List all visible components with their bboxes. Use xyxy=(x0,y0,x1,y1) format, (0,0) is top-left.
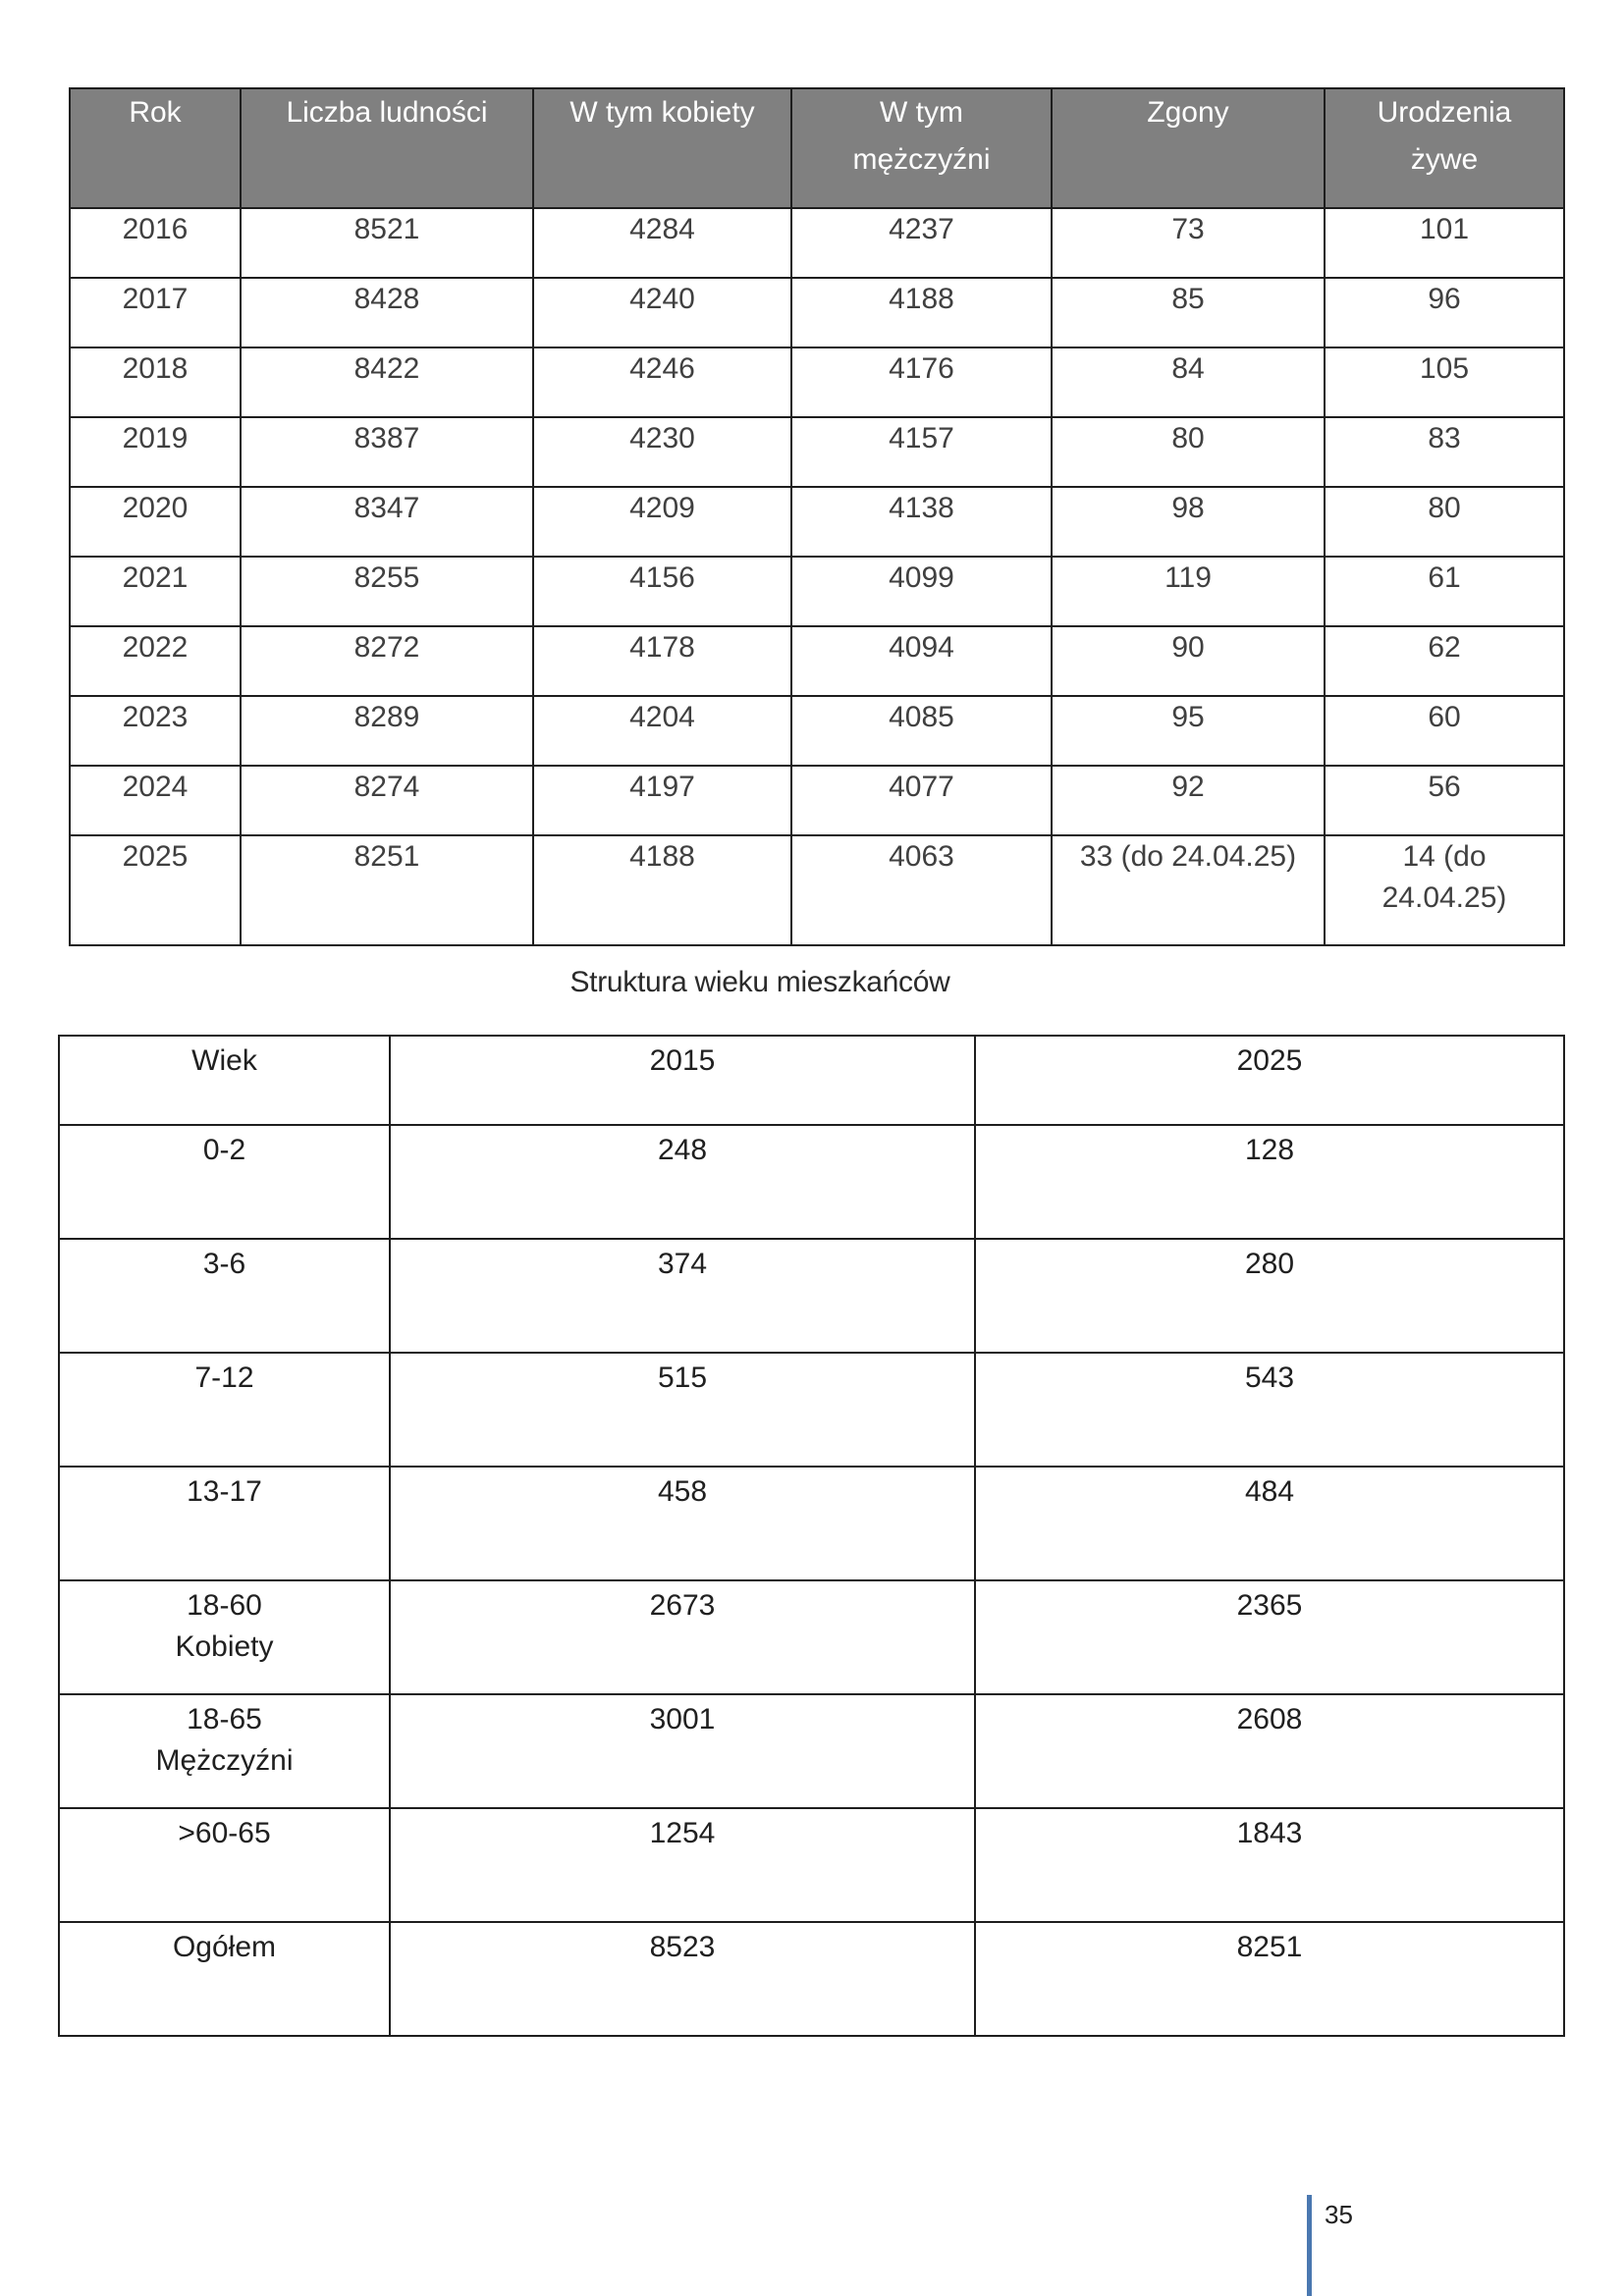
age-group-cell: 0-2 xyxy=(59,1125,390,1239)
table-cell: 280 xyxy=(975,1239,1564,1353)
table-cell: 4284 xyxy=(533,208,791,278)
table-cell: 8274 xyxy=(241,766,533,835)
table-cell: 8251 xyxy=(975,1922,1564,2036)
table-cell: 4246 xyxy=(533,347,791,417)
table-cell: 8289 xyxy=(241,696,533,766)
table-cell: 458 xyxy=(390,1467,975,1580)
table-cell: 4188 xyxy=(791,278,1052,347)
table-cell: 98 xyxy=(1052,487,1325,557)
table-cell: 248 xyxy=(390,1125,975,1239)
table-cell: 128 xyxy=(975,1125,1564,1239)
table-cell: 4197 xyxy=(533,766,791,835)
age-group-cell: >60-65 xyxy=(59,1808,390,1922)
table-cell: 14 (do 24.04.25) xyxy=(1325,835,1564,945)
header-zgony: Zgony xyxy=(1052,88,1325,208)
table-row xyxy=(70,626,1564,696)
table-cell: 4240 xyxy=(533,278,791,347)
table-row xyxy=(59,1694,1564,1808)
table-cell: 2673 xyxy=(390,1580,975,1694)
age-group-cell: Ogółem xyxy=(59,1922,390,2036)
header-kobiety: W tym kobiety xyxy=(533,88,791,208)
header-2025: 2025 xyxy=(975,1036,1564,1125)
table-cell: 2016 xyxy=(70,208,241,278)
table-cell: 4085 xyxy=(791,696,1052,766)
table-cell: 515 xyxy=(390,1353,975,1467)
table-cell: 4204 xyxy=(533,696,791,766)
table-cell: 2021 xyxy=(70,557,241,626)
table-cell: 4156 xyxy=(533,557,791,626)
table-cell: 8251 xyxy=(241,835,533,945)
table-cell: 2018 xyxy=(70,347,241,417)
table-row xyxy=(70,835,1564,945)
header-2015: 2015 xyxy=(390,1036,975,1125)
table-cell: 80 xyxy=(1052,417,1325,487)
header-wiek: Wiek xyxy=(59,1036,390,1125)
table-cell: 4230 xyxy=(533,417,791,487)
table-row xyxy=(70,696,1564,766)
table-cell: 56 xyxy=(1325,766,1564,835)
table-cell: 4178 xyxy=(533,626,791,696)
table-cell: 2023 xyxy=(70,696,241,766)
table-row xyxy=(70,557,1564,626)
age-group-cell: 13-17 xyxy=(59,1467,390,1580)
table-cell: 84 xyxy=(1052,347,1325,417)
table-cell: 2019 xyxy=(70,417,241,487)
table-cell: 4209 xyxy=(533,487,791,557)
table-row xyxy=(59,1580,1564,1694)
table-row xyxy=(70,417,1564,487)
table-cell: 8521 xyxy=(241,208,533,278)
table-cell: 484 xyxy=(975,1467,1564,1580)
table-cell: 8422 xyxy=(241,347,533,417)
table-row xyxy=(59,1467,1564,1580)
table-row xyxy=(70,487,1564,557)
table-cell: 105 xyxy=(1325,347,1564,417)
header-urodzenia: Urodzenia żywe xyxy=(1325,88,1564,208)
table-cell: 4063 xyxy=(791,835,1052,945)
table-row xyxy=(70,347,1564,417)
age-structure-table xyxy=(58,1035,1565,2037)
table-cell: 2022 xyxy=(70,626,241,696)
table-cell: 92 xyxy=(1052,766,1325,835)
table-cell: 96 xyxy=(1325,278,1564,347)
age-group-cell: 7-12 xyxy=(59,1353,390,1467)
table-cell: 3001 xyxy=(390,1694,975,1808)
table-cell: 8387 xyxy=(241,417,533,487)
table-cell: 73 xyxy=(1052,208,1325,278)
table-row xyxy=(70,278,1564,347)
table-cell: 2017 xyxy=(70,278,241,347)
table-cell: 119 xyxy=(1052,557,1325,626)
table-cell: 80 xyxy=(1325,487,1564,557)
header-mezczyzni: W tym mężczyźni xyxy=(791,88,1052,208)
table-cell: 4099 xyxy=(791,557,1052,626)
table-cell: 62 xyxy=(1325,626,1564,696)
table-cell: 4176 xyxy=(791,347,1052,417)
table-row xyxy=(70,766,1564,835)
table-cell: 61 xyxy=(1325,557,1564,626)
table-row xyxy=(59,1808,1564,1922)
table-cell: 60 xyxy=(1325,696,1564,766)
table-cell: 33 (do 24.04.25) xyxy=(1052,835,1325,945)
age-group-cell: 18-60 Kobiety xyxy=(59,1580,390,1694)
page-number-bar xyxy=(1307,2195,1312,2296)
table-cell: 8347 xyxy=(241,487,533,557)
table-cell: 85 xyxy=(1052,278,1325,347)
population-table xyxy=(69,87,1565,946)
table-cell: 8428 xyxy=(241,278,533,347)
table-cell: 4138 xyxy=(791,487,1052,557)
table-cell: 2365 xyxy=(975,1580,1564,1694)
table-cell: 4237 xyxy=(791,208,1052,278)
table-cell: 2025 xyxy=(70,835,241,945)
table-cell: 4188 xyxy=(533,835,791,945)
page-number: 35 xyxy=(1325,2200,1353,2229)
table-cell: 95 xyxy=(1052,696,1325,766)
age-structure-caption: Struktura wieku mieszkańców xyxy=(569,966,950,998)
table-cell: 374 xyxy=(390,1239,975,1353)
table-row xyxy=(59,1353,1564,1467)
table-cell: 90 xyxy=(1052,626,1325,696)
age-group-cell: 3-6 xyxy=(59,1239,390,1353)
table-cell: 1254 xyxy=(390,1808,975,1922)
table-row xyxy=(59,1239,1564,1353)
header-rok: Rok xyxy=(70,88,241,208)
table-header-row xyxy=(59,1036,1564,1125)
table-cell: 4077 xyxy=(791,766,1052,835)
header-liczba-ludnosci: Liczba ludności xyxy=(241,88,533,208)
table-cell: 2024 xyxy=(70,766,241,835)
table-cell: 101 xyxy=(1325,208,1564,278)
table-cell: 2608 xyxy=(975,1694,1564,1808)
table-cell: 2020 xyxy=(70,487,241,557)
table-cell: 1843 xyxy=(975,1808,1564,1922)
table-row xyxy=(70,208,1564,278)
table-row xyxy=(59,1125,1564,1239)
table-header-row xyxy=(70,88,1564,208)
age-group-cell: 18-65 Mężczyźni xyxy=(59,1694,390,1808)
table-cell: 4094 xyxy=(791,626,1052,696)
table-cell: 543 xyxy=(975,1353,1564,1467)
table-row xyxy=(59,1922,1564,2036)
table-cell: 8255 xyxy=(241,557,533,626)
table-cell: 4157 xyxy=(791,417,1052,487)
table-cell: 83 xyxy=(1325,417,1564,487)
table-cell: 8523 xyxy=(390,1922,975,2036)
table-cell: 8272 xyxy=(241,626,533,696)
